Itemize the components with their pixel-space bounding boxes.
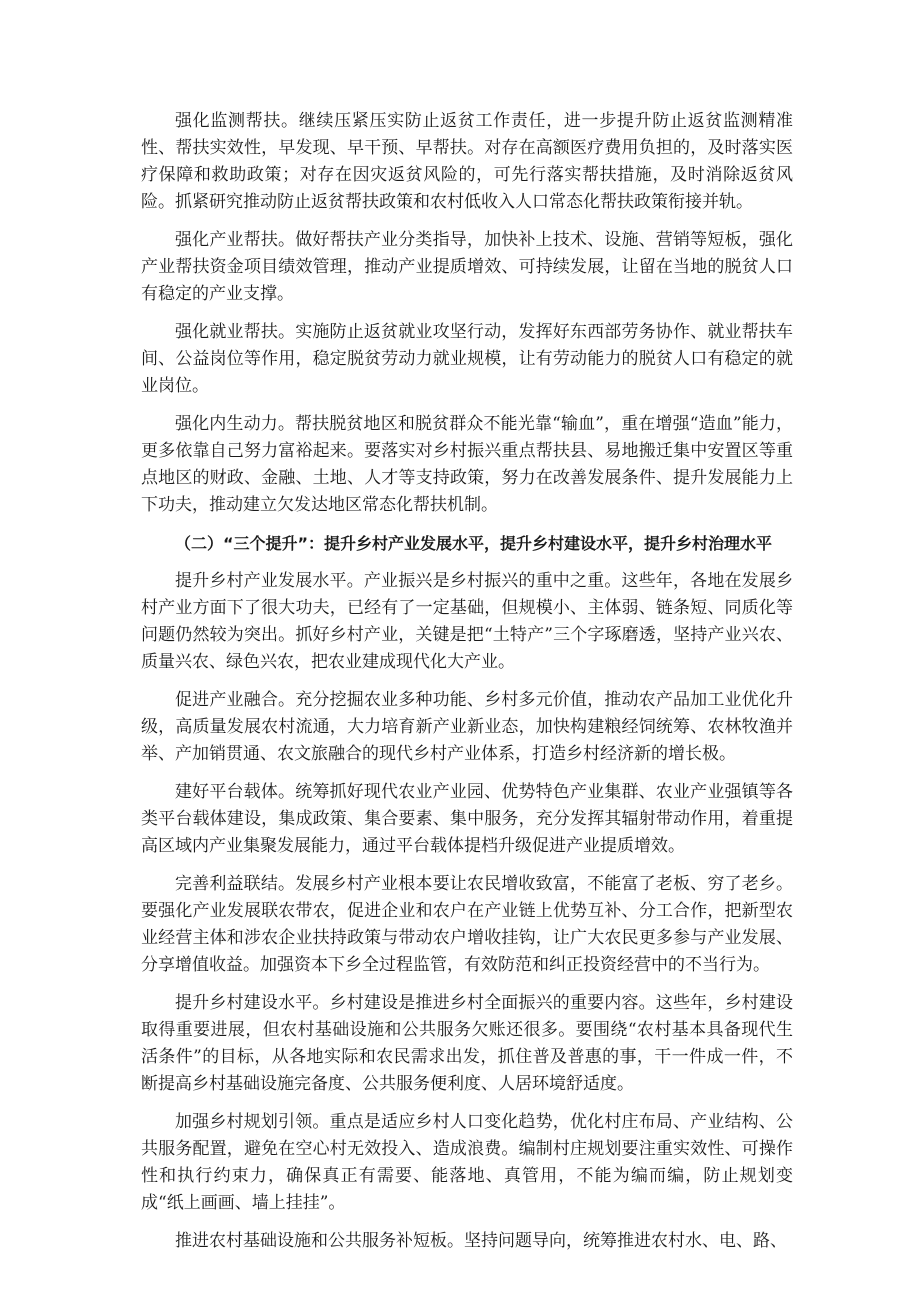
paragraph-infrastructure-services: 推进农村基础设施和公共服务补短板。坚持问题导向，统筹推进农村水、电、路、	[175, 1231, 787, 1251]
section-heading: （二）“三个提升”：提升乡村产业发展水平，提升乡村建设水平，提升乡村治理水平	[175, 534, 773, 553]
paragraph-rural-planning: 加强乡村规划引领。重点是适应乡村人口变化趋势，优化村庄布局、产业结构、公共服务配置，避免在空心村无效投入、造成浪费。编制村庄规划要注重实效性、可操作性和执行约束力，确保真正有需要、能落地、真管用，不能为编而编，防止规划变成“纸上画画、墙上挂挂”。	[141, 1112, 793, 1213]
paragraph-rural-construction-level: 提升乡村建设水平。乡村建设是推进乡村全面振兴的重要内容。这些年，乡村建设取得重要进展，但农村基础设施和公共服务欠账还很多。要围绕“农村基本具备现代生活条件”的目标，从各地实际和农民需求出发，抓住普及普惠的事，干一件成一件，不断提高乡村基础设施完备度、公共服务便利度、人居环境舒适度。	[141, 993, 793, 1094]
paragraph-internal-motivation: 强化内生动力。帮扶脱贫地区和脱贫群众不能光靠“输血”，重在增强“造血”能力，更多依靠自己努力富裕起来。要落实对乡村振兴重点帮扶县、易地搬迁集中安置区等重点地区的财政、金融、土地、人才等支持政策，努力在改善发展条件、提升发展能力上下功夫，推动建立欠发达地区常态化帮扶机制。	[141, 414, 793, 515]
paragraph-benefit-linkage: 完善利益联结。发展乡村产业根本要让农民增收致富，不能富了老板、穷了老乡。要强化产业发展联农带农，促进企业和农户在产业链上优势互补、分工合作，把新型农业经营主体和涉农企业扶持政策与带动农户增收挂钩，让广大农民更多参与产业发展、分享增值收益。加强资本下乡全过程监管，有效防范和纠正投资经营中的不当行为。	[141, 874, 793, 975]
document-body	[141, 108, 793, 1266]
paragraph-platform-carriers: 建好平台载体。统筹抓好现代农业产业园、优势特色产业集群、农业产业强镇等各类平台载体建设，集成政策、集合要素、集中服务，充分发挥其辐射带动作用，着重提高区域内产业集聚发展能力，通过平台载体提档升级促进产业提质增效。	[141, 782, 793, 856]
paragraph-industry-assistance: 强化产业帮扶。做好帮扶产业分类指导，加快补上技术、设施、营销等短板，强化产业帮扶资金项目绩效管理，推动产业提质增效、可持续发展，让留在当地的脱贫人口有稳定的产业支撑。	[141, 230, 793, 304]
paragraph-industry-integration: 促进产业融合。充分挖掘农业多种功能、乡村多元价值，推动农产品加工业优化升级，高质量发展农村流通，大力培育新产业新业态，加快构建粮经饲统筹、农林牧渔并举、产加销贯通、农文旅融合的现代乡村产业体系，打造乡村经济新的增长极。	[141, 690, 793, 764]
paragraph-rural-industry-level: 提升乡村产业发展水平。产业振兴是乡村振兴的重中之重。这些年，各地在发展乡村产业方面下了很大功夫，已经有了一定基础，但规模小、主体弱、链条短、同质化等问题仍然较为突出。抓好乡村产业，关键是把“土特产”三个字琢磨透，坚持产业兴农、质量兴农、绿色兴农，把农业建成现代化大产业。	[141, 571, 793, 672]
paragraph-monitoring-assistance: 强化监测帮扶。继续压紧压实防止返贫工作责任，进一步提升防止返贫监测精准性、帮扶实效性，早发现、早干预、早帮扶。对存在高额医疗费用负担的，及时落实医疗保障和救助政策；对存在因灾返贫风险的，可先行落实帮扶措施，及时消除返贫风险。抓紧研究推动防止返贫帮扶政策和农村低收入人口常态化帮扶政策衔接并轨。	[141, 111, 793, 212]
paragraph-employment-assistance: 强化就业帮扶。实施防止返贫就业攻坚行动，发挥好东西部劳务协作、就业帮扶车间、公益岗位等作用，稳定脱贫劳动力就业规模，让有劳动能力的脱贫人口有稳定的就业岗位。	[141, 322, 793, 396]
